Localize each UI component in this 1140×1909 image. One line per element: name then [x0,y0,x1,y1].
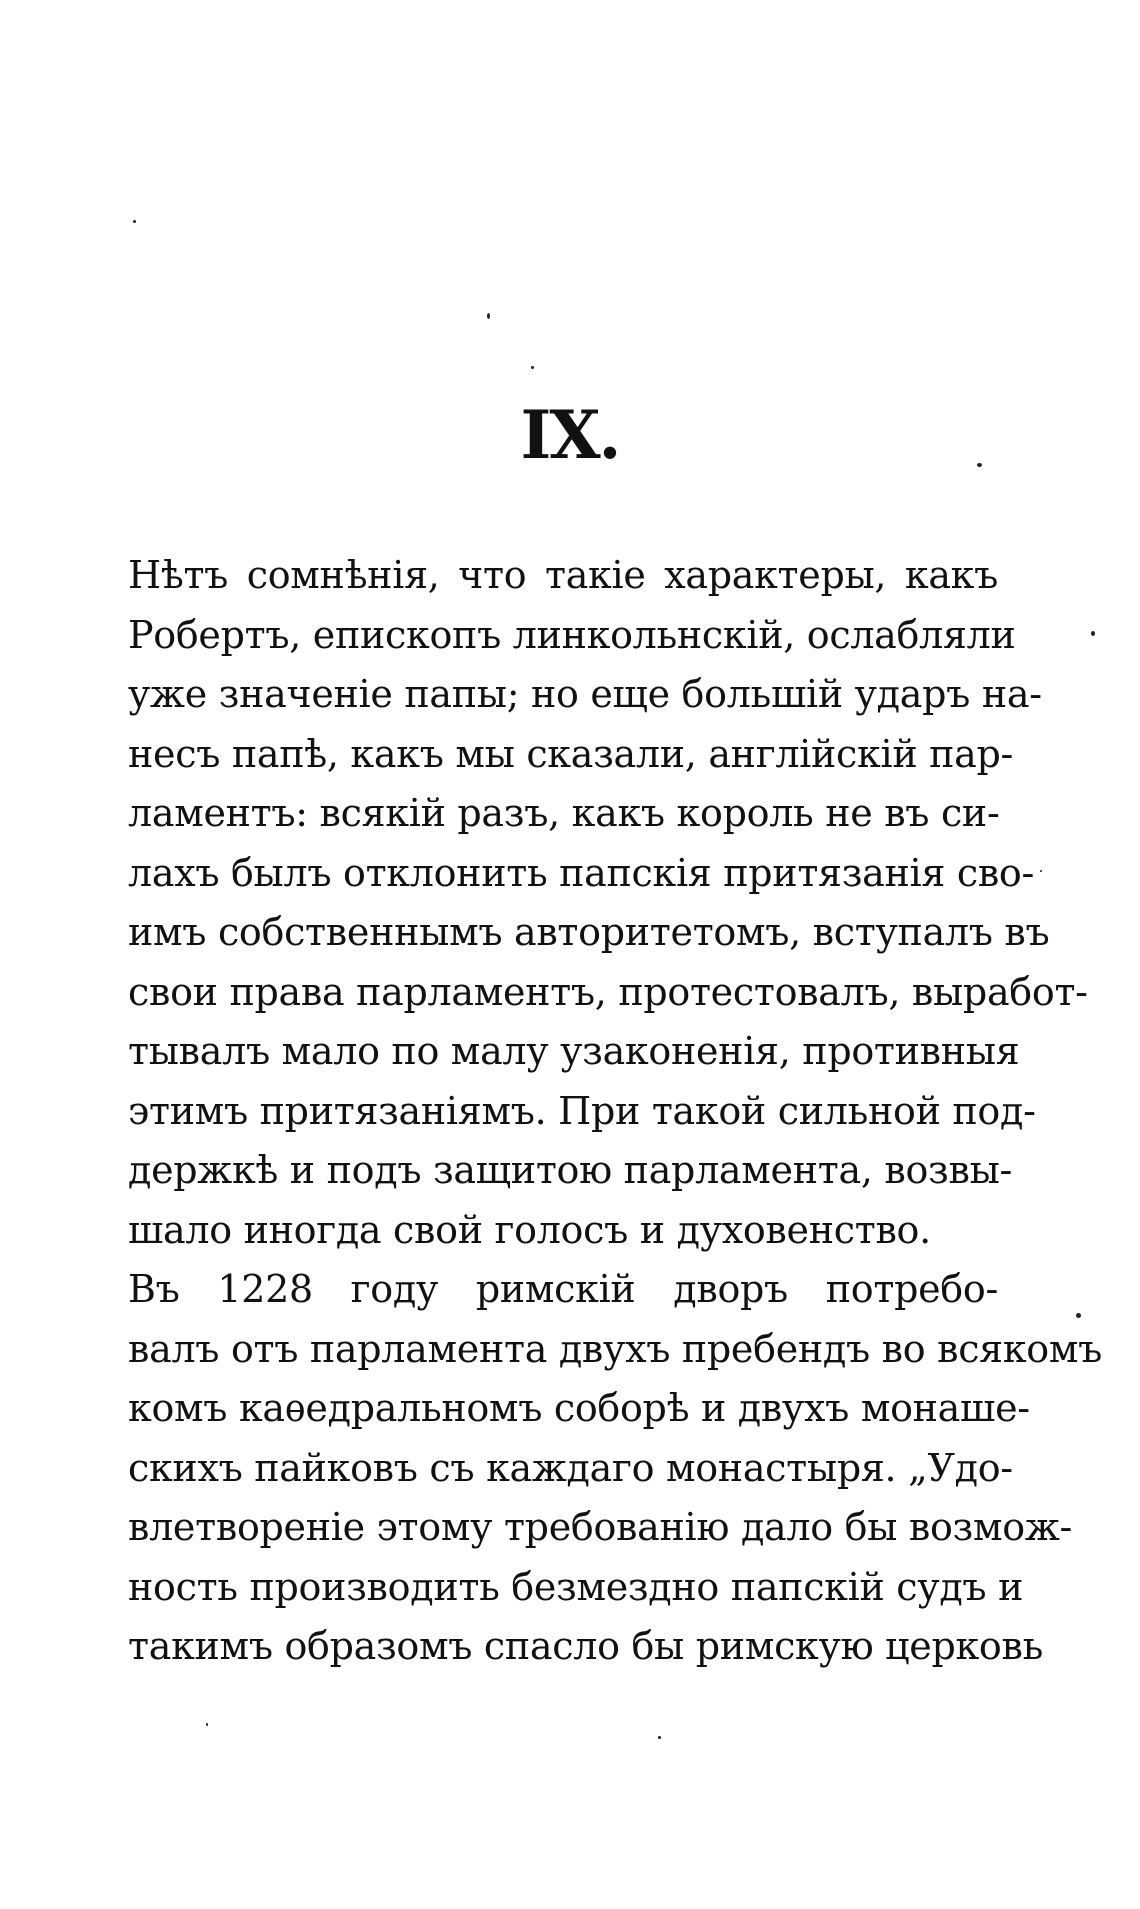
text-line: такимъ образомъ спасло бы римскую церковь [128,1624,1043,1668]
scan-speck [977,463,982,467]
text-line: комъ каѳедральномъ соборѣ и двухъ монаше- [128,1386,1030,1430]
scan-speck [1091,631,1095,636]
body-text [128,546,1103,1677]
text-line: Робертъ, епископъ линкольнскій, ослабляли [128,612,1016,657]
text-line: Нѣтъ сомнѣнія, что такіе характеры, какъ [128,553,998,597]
text-line: тывалъ мало по малу узаконенія, противныя [128,1029,1020,1073]
text-line: свои права парламентъ, протестовалъ, выработ- [128,969,1088,1014]
text-line: ность производить безмездно папскій судъ и [128,1564,1024,1609]
scan-speck [1076,1313,1081,1318]
text-line: этимъ притязаніямъ. При такой сильной под- [128,1088,1036,1133]
text-line: скихъ пайковъ съ каждаго монастыря. „Удо- [128,1445,1013,1490]
scan-speck [658,1736,661,1739]
scan-speck [1040,870,1042,872]
scan-speck [487,313,490,319]
text-line: шало иногда свой голосъ и духовенство. [128,1207,931,1252]
scan-speck [531,366,534,369]
text-line: влетвореніе этому требованію дало бы возмож- [128,1505,1073,1549]
text-line: валъ отъ парламента двухъ пребендъ во всякомъ [128,1326,1103,1371]
text-line: ламентъ: всякій разъ, какъ король не въ си- [128,791,1000,835]
scan-speck [206,1723,208,1726]
chapter-heading: IX. [520,396,620,474]
text-line: лахъ былъ отклонить папскія притязанія сво- [128,850,1035,895]
text-line: имъ собственнымъ авторитетомъ, вступалъ въ [128,910,1050,954]
text-line: Въ 1228 году римскій дворъ потребо- [128,1267,998,1311]
text-line: несъ папѣ, какъ мы сказали, англійскій пар- [128,731,1014,776]
scan-speck [133,220,136,223]
text-line: держкѣ и подъ защитою парламента, возвы- [128,1148,1013,1192]
text-line: уже значеніе папы; но еще большій ударъ на- [128,672,1042,716]
